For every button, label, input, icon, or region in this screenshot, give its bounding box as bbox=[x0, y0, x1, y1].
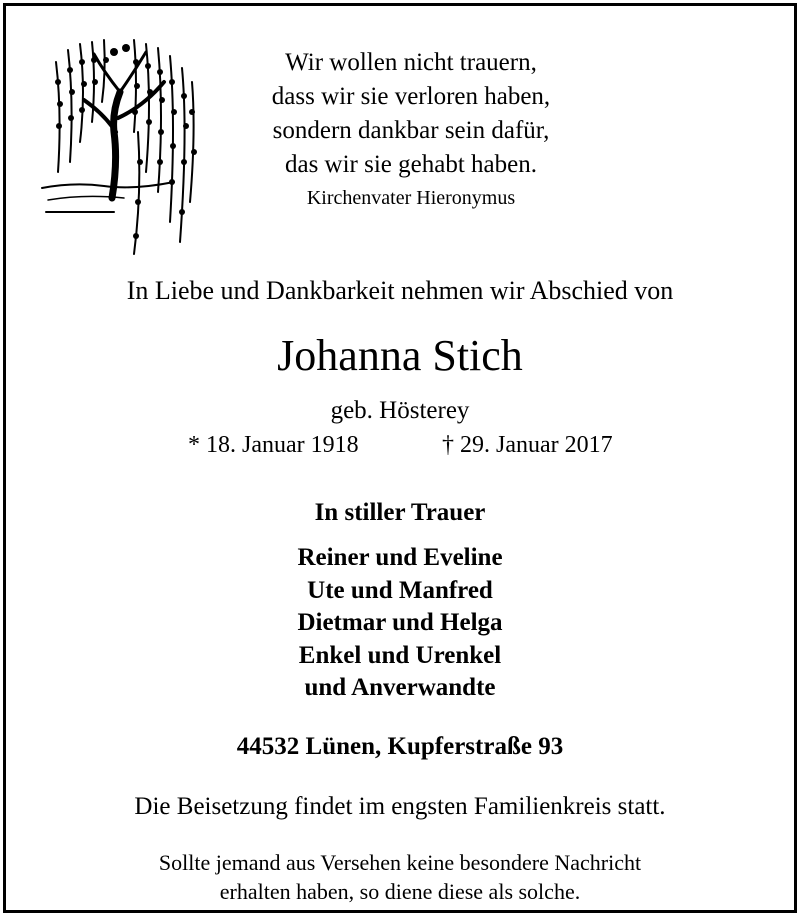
obituary-notice bbox=[3, 3, 797, 913]
birth-date: * 18. Januar 1918 bbox=[188, 432, 359, 458]
burial-note: Die Beisetzung findet im engsten Familienkreis statt. bbox=[134, 793, 666, 820]
family-member: Dietmar und Helga bbox=[297, 609, 503, 636]
death-date: † 29. Januar 2017 bbox=[442, 432, 613, 458]
poem-author: Kirchenvater Hieronymus bbox=[306, 187, 516, 209]
note-line: erhalten haben, so diene diese als solche. bbox=[219, 879, 581, 904]
poem-line: sondern dankbar sein dafür, bbox=[272, 117, 550, 144]
mourning-heading: In stiller Trauer bbox=[314, 499, 486, 526]
family-member: Ute und Manfred bbox=[307, 576, 493, 604]
address: 44532 Lünen, Kupferstraße 93 bbox=[236, 733, 564, 760]
family-member: Reiner und Eveline bbox=[297, 544, 503, 571]
family-member: Enkel und Urenkel bbox=[298, 641, 502, 669]
poem bbox=[211, 46, 611, 212]
poem-line: dass wir sie verloren haben, bbox=[271, 83, 551, 110]
maiden-name: geb. Hösterey bbox=[330, 397, 470, 424]
weeping-willow-icon bbox=[34, 22, 209, 258]
family-member: und Anverwandte bbox=[304, 674, 496, 701]
poem-line: Wir wollen nicht trauern, bbox=[285, 49, 537, 76]
note-line: Sollte jemand aus Versehen keine besondere Nachricht bbox=[158, 850, 642, 875]
poem-line: das wir sie gehabt haben. bbox=[284, 151, 537, 178]
intro-text: In Liebe und Dankbarkeit nehmen wir Abschied von bbox=[126, 276, 674, 305]
notification-note bbox=[6, 848, 794, 906]
family-list bbox=[6, 542, 794, 705]
deceased-name: Johanna Stich bbox=[277, 331, 523, 380]
